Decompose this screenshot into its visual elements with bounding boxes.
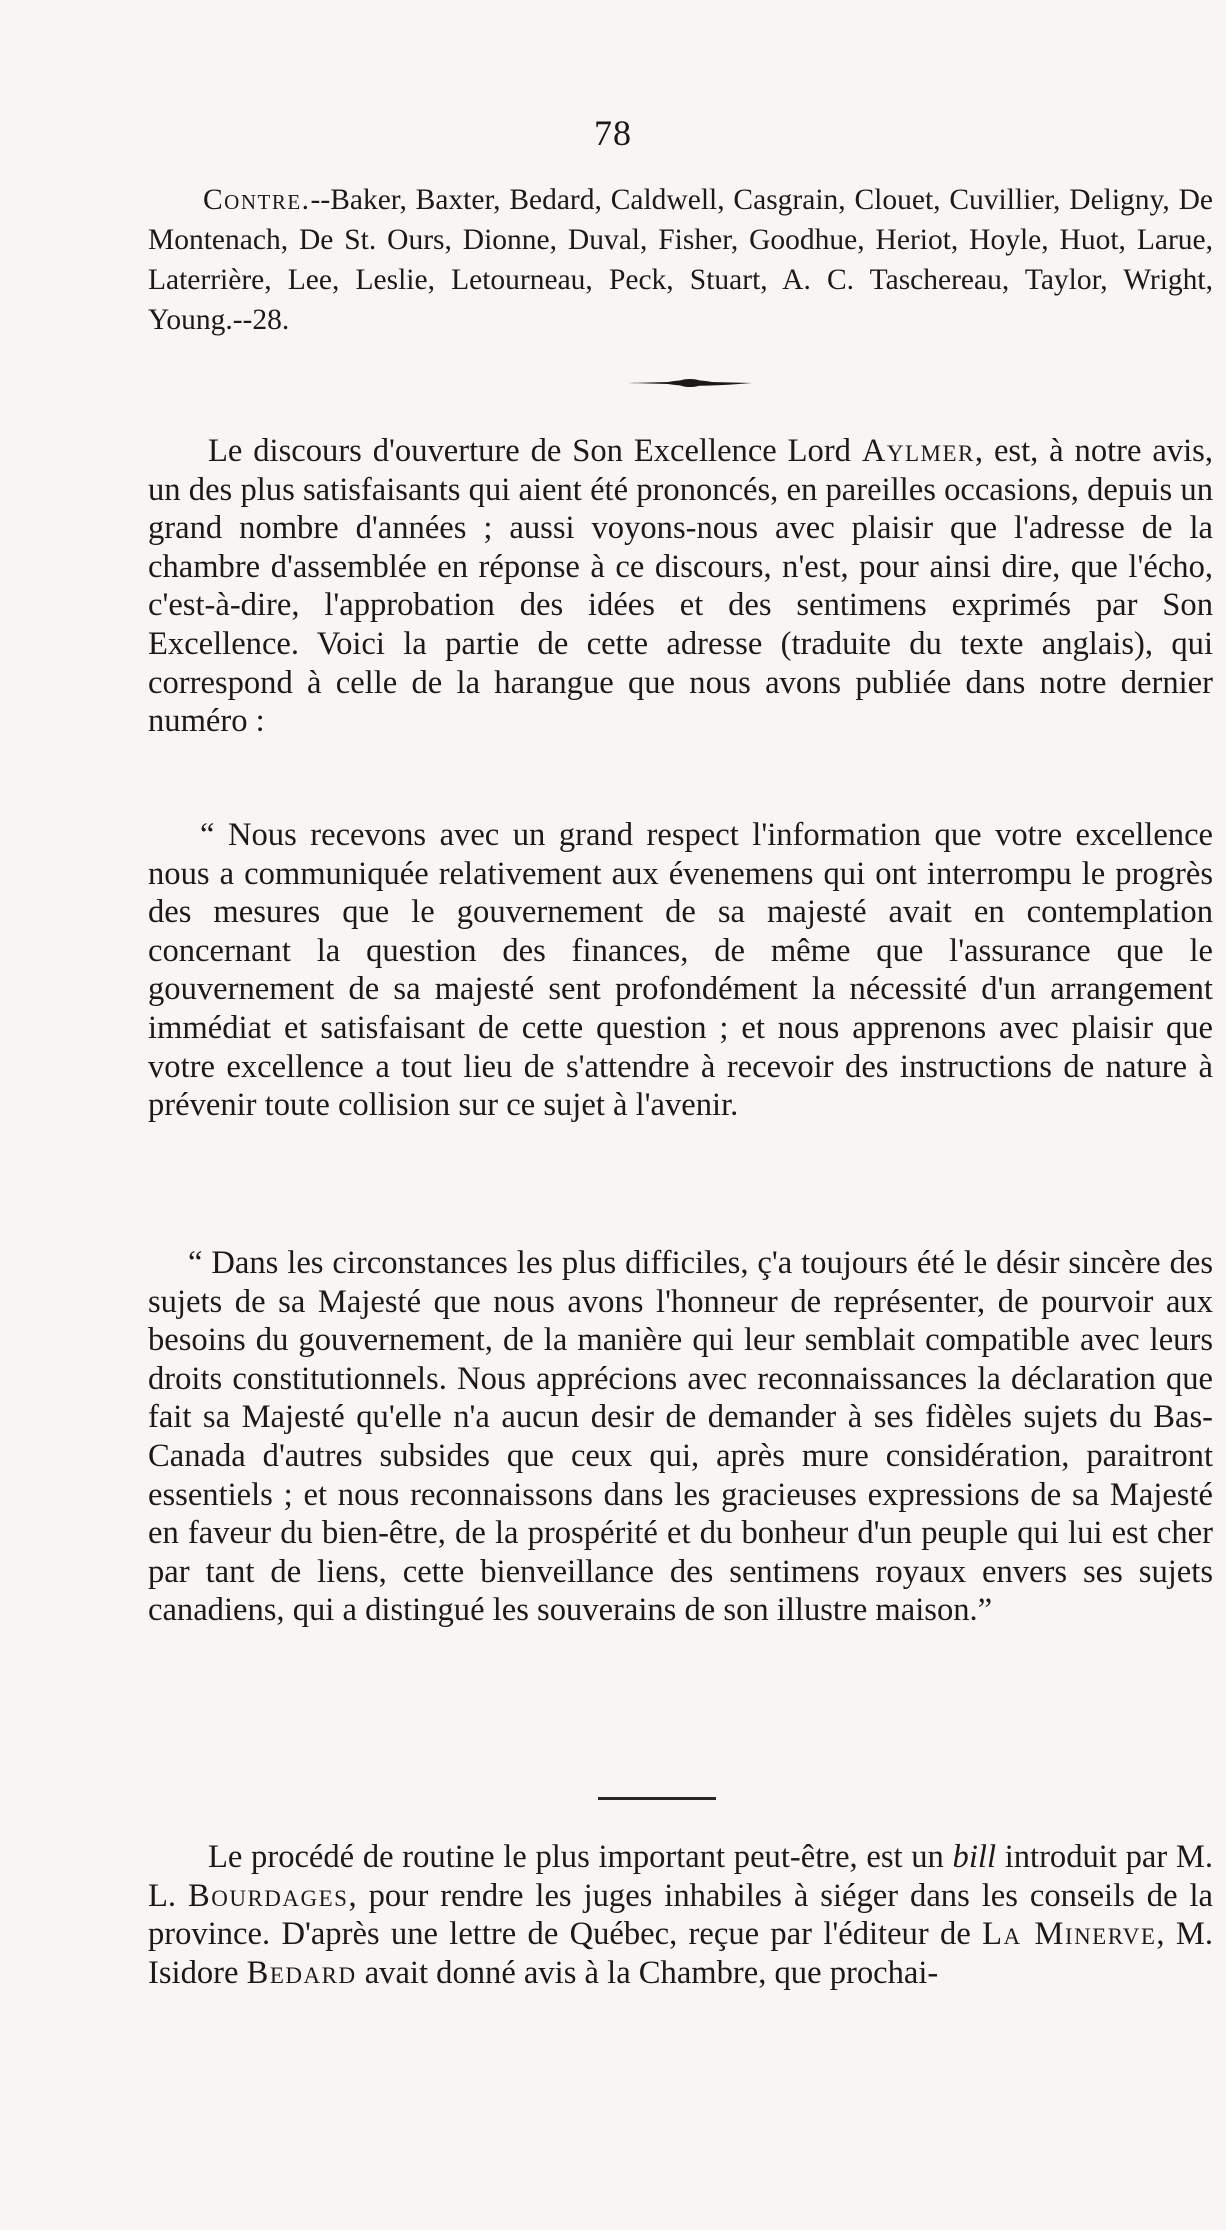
bill-word: bill [952, 1839, 996, 1875]
quote-paragraph-1 [148, 816, 1213, 1125]
paragraph-opening-speech [148, 432, 1213, 741]
name-bedard: Bedard [246, 1954, 357, 1991]
section-divider [598, 1797, 716, 1800]
quote2-text: “ Dans les circonstances les plus difficiles, ç'a toujours été le désir sincère des sujets de sa Majesté que nous avons l'honneur de représenter, de pourvoir aux besoins du gouvernement, de la manière qui leur semblait compatible avec leurs droits constitutionnels. Nous apprécions avec reconnaissances la déclaration que fait sa Majesté qu'elle n'a aucun desir de demander à ses fidèles sujets du Bas-Canada d'autres subsides que ceux qui, après mure considération, paraitront essentiels ; et nous reconnaissons dans les gracieuses expressions de sa Majesté en faveur du bien-être, de la prospérité et du bonheur d'un peuple qui lui est cher par tant de liens, cette bienveillance des sentimens royaux envers ses sujets canadiens, qui a distingué les souverains de son illustre maison.” [148, 1245, 1213, 1629]
section-ornament [628, 377, 752, 389]
name-aylmer: Aylmer [861, 433, 975, 469]
paragraph2-text-1: Le procédé de routine le plus important peut-être, est un [208, 1839, 953, 1875]
quote1-text: “ Nous recevons avec un grand respect l'information que votre excellence nous a communiquée relativement aux évenemens qui ont interrompu le progrès des mesures que le gouvernement de sa majesté avait en contemplation concernant la question des finances, de même que l'assurance que le gouvernement de sa majesté sent profondément la nécessité d'un arrangement immédiat et satisfaisant de cette question ; et nous apprenons avec plaisir que votre excellence a tout lieu de s'attendre à recevoir des instructions de nature à prévenir toute collision sur ce sujet à l'avenir. [148, 817, 1213, 1124]
division-names: --Baker, Baxter, Bedard, Caldwell, Casgrain, Clouet, Cuvillier, Deligny, De Montenach, De St. Ours, Dionne, Duval, Fisher, Goodhue, Heriot, Hoyle, Huot, Larue, Laterrière, Lee, Leslie, Letourneau, Peck, Stuart, A. C. Taschereau, Taylor, Wright, Young.--28. [148, 184, 1213, 336]
name-bourdages: Bourdages [188, 1877, 349, 1914]
division-label: Contre. [203, 184, 311, 216]
quote-paragraph-2 [148, 1244, 1213, 1630]
paragraph1-text-start: Le discours d'ouverture de Son Excellence Lord [208, 433, 862, 469]
paragraph1-text-end: , est, à notre avis, un des plus satisfaisants qui aient été prononcés, en pareilles occasions, depuis un grand nombre d'années ; aussi voyons-nous avec plaisir que l'adresse de la chambre d'assemblée en réponse à ce discours, n'est, pour ainsi dire, que l'écho, c'est-à-dire, l'approbation des idées et des sentimens exprimés par Son Excellence. Voici la partie de cette adresse (traduite du texte anglais), qui correspond à celle de la harangue que nous avons publiée dans notre dernier numéro : [148, 433, 1213, 740]
paragraph2-text-3: , pour rendre les juges inhabiles à siéger dans les conseils de la province. D'après une lettre de Québec, reçue par l'éditeur de [148, 1877, 1213, 1953]
division-list [148, 180, 1213, 340]
paragraph-bill-bourdages [148, 1838, 1213, 1992]
page-number: 78 [594, 113, 632, 153]
paragraph2-text-5: avait donné avis à la Chambre, que prochai- [356, 1954, 939, 1991]
name-la-minerve: La Minerve [982, 1916, 1157, 1953]
paragraph2-text-4: , M. Isidore [148, 1916, 1213, 1991]
paragraph2-text-2: introduit par M. L. [148, 1839, 1213, 1914]
